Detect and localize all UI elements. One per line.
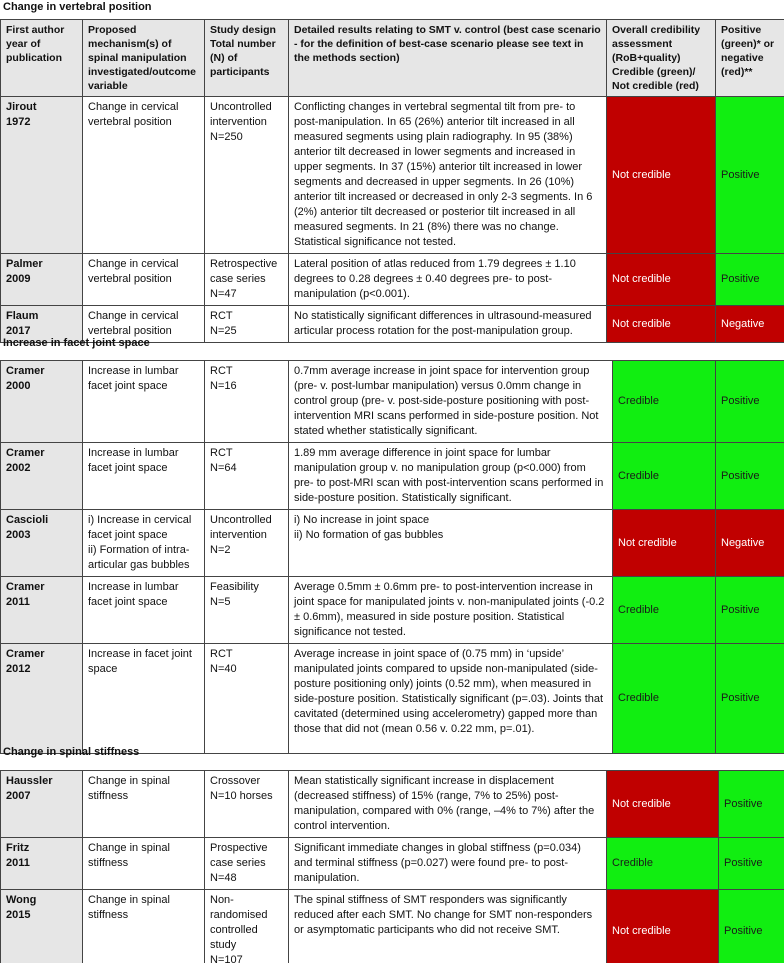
direction-badge: Positive bbox=[716, 97, 784, 254]
table-spinal-stiffness bbox=[0, 770, 784, 963]
direction-badge: Positive bbox=[716, 577, 784, 644]
header-author: First author year of publication bbox=[1, 20, 83, 97]
header-credibility: Overall credibility assessment (RoB+quality) Credible (green)/ Not credible (red) bbox=[607, 20, 716, 97]
credibility-badge: Credible bbox=[613, 644, 716, 754]
credibility-badge: Not credible bbox=[607, 254, 716, 306]
section-title-vertebral-position: Change in vertebral position bbox=[3, 1, 152, 13]
header-direction: Positive (green)* or negative (red)** bbox=[716, 20, 784, 97]
section-title-facet-joint-space: Increase in facet joint space bbox=[3, 337, 150, 349]
mechanism-cell: Change in spinal stiffness bbox=[83, 771, 205, 838]
design-cell: RCT N=25 bbox=[205, 306, 289, 343]
direction-badge: Negative bbox=[716, 510, 784, 577]
results-cell: 0.7mm average increase in joint space for intervention group (pre- v. post-lumbar manipulation) versus 0.0mm change in control group (pre- v. post-side-posture positioning with post-intervention MRI scans performed in side-posture position. Not stated whether statistically significant. bbox=[289, 361, 613, 443]
results-cell: Conflicting changes in vertebral segmental tilt from pre- to post-manipulation. In 65 (26%) anterior tilt increased in all measured segments using plain radiography. In 95 (38%) anterior tilt decreased in lower segments and increased in upper segments. In 37 (15%) anterior tilt increased in lower segments and decreased in upper segments. In 26 (10%) anterior tilt increased or decreased in only 2-3 segments. In 6 (2%) anterior tilt decreased or posterior tilt increased in all measured segments. In 21 (8%) there was no change. Statistical significance not tested. bbox=[289, 97, 607, 254]
author-cell: Cramer 2012 bbox=[1, 644, 83, 754]
author-cell: Cramer 2000 bbox=[1, 361, 83, 443]
results-cell: Significant immediate changes in global stiffness (p=0.034) and terminal stiffness (p=0.027) were found pre- to post-manipulation. bbox=[289, 838, 607, 890]
section-title-spinal-stiffness: Change in spinal stiffness bbox=[3, 746, 140, 758]
mechanism-cell: Increase in lumbar facet joint space bbox=[83, 577, 205, 644]
author-cell: Haussler 2007 bbox=[1, 771, 83, 838]
author-cell: Fritz 2011 bbox=[1, 838, 83, 890]
mechanism-cell: i) Increase in cervical facet joint space ii) Formation of intra-articular gas bubbles bbox=[83, 510, 205, 577]
table-row bbox=[1, 254, 784, 306]
results-cell: 1.89 mm average difference in joint space for lumbar manipulation group v. no manipulation group (p<0.000) from pre- to post-MRI scan with post-intervention scans performed in side-posture position. Statistically significant. bbox=[289, 443, 613, 510]
direction-badge: Positive bbox=[716, 443, 784, 510]
credibility-badge: Not credible bbox=[607, 306, 716, 343]
mechanism-cell: Increase in lumbar facet joint space bbox=[83, 443, 205, 510]
design-cell: Crossover N=10 horses bbox=[205, 771, 289, 838]
table-row bbox=[1, 510, 784, 577]
credibility-badge: Not credible bbox=[607, 890, 719, 963]
design-cell: RCT N=64 bbox=[205, 443, 289, 510]
design-cell: Non-randomised controlled study N=107 bbox=[205, 890, 289, 963]
table-header-row bbox=[1, 20, 784, 97]
author-cell: Cascioli 2003 bbox=[1, 510, 83, 577]
table-row bbox=[1, 644, 784, 754]
mechanism-cell: Change in spinal stiffness bbox=[83, 890, 205, 963]
design-cell: Prospective case series N=48 bbox=[205, 838, 289, 890]
author-cell: Flaum 2017 bbox=[1, 306, 83, 343]
table-row bbox=[1, 443, 784, 510]
design-cell: Uncontrolled intervention N=2 bbox=[205, 510, 289, 577]
credibility-badge: Credible bbox=[607, 838, 719, 890]
mechanism-cell: Change in spinal stiffness bbox=[83, 838, 205, 890]
table-facet-joint-space bbox=[0, 360, 784, 754]
direction-badge: Positive bbox=[716, 254, 784, 306]
author-cell: Wong 2015 bbox=[1, 890, 83, 963]
credibility-badge: Not credible bbox=[613, 510, 716, 577]
author-cell: Cramer 2011 bbox=[1, 577, 83, 644]
direction-badge: Positive bbox=[716, 644, 784, 754]
direction-badge: Negative bbox=[716, 306, 784, 343]
results-cell: The spinal stiffness of SMT responders was significantly reduced after each SMT. No change for SMT non-responders or asymptomatic participants who did not receive SMT. bbox=[289, 890, 607, 963]
design-cell: RCT N=16 bbox=[205, 361, 289, 443]
results-cell: i) No increase in joint space ii) No formation of gas bubbles bbox=[289, 510, 613, 577]
mechanism-cell: Change in cervical vertebral position bbox=[83, 254, 205, 306]
credibility-badge: Not credible bbox=[607, 771, 719, 838]
design-cell: Uncontrolled intervention N=250 bbox=[205, 97, 289, 254]
header-design: Study design Total number (N) of participants bbox=[205, 20, 289, 97]
table-row bbox=[1, 97, 784, 254]
mechanism-cell: Increase in lumbar facet joint space bbox=[83, 361, 205, 443]
direction-badge: Positive bbox=[719, 838, 784, 890]
results-cell: Mean statistically significant increase in displacement (decreased stiffness) of 15% (range, 7% to 25%) post-manipulation, compared with 0% (range, –4% to 7%) after the control intervention. bbox=[289, 771, 607, 838]
credibility-badge: Not credible bbox=[607, 97, 716, 254]
credibility-badge: Credible bbox=[613, 361, 716, 443]
direction-badge: Positive bbox=[719, 771, 784, 838]
results-cell: Average 0.5mm ± 0.6mm pre- to post-intervention increase in joint space for manipulated joints v. non-manipulated joints (-0.2 ± 0.6mm), measured in side posture position. Statistical significance not tested. bbox=[289, 577, 613, 644]
mechanism-cell: Change in cervical vertebral position bbox=[83, 306, 205, 343]
author-cell: Jirout 1972 bbox=[1, 97, 83, 254]
direction-badge: Positive bbox=[719, 890, 784, 963]
direction-badge: Positive bbox=[716, 361, 784, 443]
header-mechanism: Proposed mechanism(s) of spinal manipulation investigated/outcome variable bbox=[83, 20, 205, 97]
table-row bbox=[1, 890, 784, 963]
table-row bbox=[1, 771, 784, 838]
header-results: Detailed results relating to SMT v. control (best case scenario - for the definition of best-case scenario please see text in the methods section) bbox=[289, 20, 607, 97]
mechanism-cell: Change in cervical vertebral position bbox=[83, 97, 205, 254]
results-cell: Lateral position of atlas reduced from 1.79 degrees ± 1.10 degrees to 0.28 degrees ± 0.40 degrees pre- to post-manipulation (p<0.001). bbox=[289, 254, 607, 306]
design-cell: RCT N=40 bbox=[205, 644, 289, 754]
results-cell: Average increase in joint space of (0.75 mm) in ‘upside’ manipulated joints compared to upside non-manipulated (side-posture positioning only) joints (0.52 mm), when measured in side-posture position. Statistically significant (p=.03). Joints that cavitated (determined using accelerometry) gapped more than those that did not (mean 0.56 v. 0.22 mm, p=.01). bbox=[289, 644, 613, 754]
credibility-badge: Credible bbox=[613, 443, 716, 510]
results-cell: No statistically significant differences in ultrasound-measured articular process rotation for the post-manipulation group. bbox=[289, 306, 607, 343]
design-cell: Feasibility N=5 bbox=[205, 577, 289, 644]
table-row bbox=[1, 361, 784, 443]
author-cell: Cramer 2002 bbox=[1, 443, 83, 510]
table-vertebral-position bbox=[0, 19, 784, 343]
credibility-badge: Credible bbox=[613, 577, 716, 644]
author-cell: Palmer 2009 bbox=[1, 254, 83, 306]
mechanism-cell: Increase in facet joint space bbox=[83, 644, 205, 754]
design-cell: Retrospective case series N=47 bbox=[205, 254, 289, 306]
table-row bbox=[1, 838, 784, 890]
table-row bbox=[1, 577, 784, 644]
